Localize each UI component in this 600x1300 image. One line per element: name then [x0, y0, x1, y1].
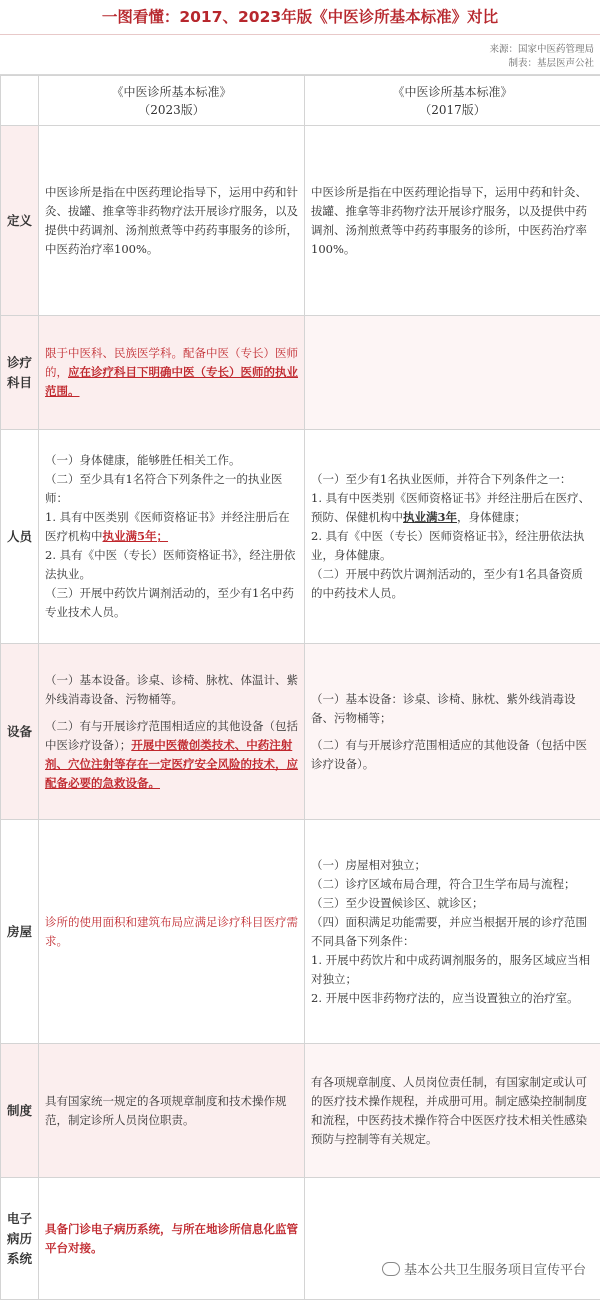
header-corner: [1, 76, 39, 126]
source-line: 来源：国家中医药管理局: [489, 44, 594, 55]
row-system: [1, 1044, 600, 1178]
staff-2017-item: （一）至少有1名执业医师，并符合下列条件之一：: [311, 472, 572, 486]
row-label-housing: 房屋: [1, 820, 39, 1044]
staff-2023-highlight: 执业满5年；: [102, 529, 169, 543]
page-title: 一图看懂：2017、2023年版《中医诊所基本标准》对比: [0, 0, 600, 35]
staff-2023-item: 1. 具有中医类别《医师资格证书》并经注册后在医疗机构中执业满5年；: [45, 510, 290, 543]
footer-watermark: [382, 1259, 586, 1278]
header-2023: [39, 76, 305, 126]
staff-2017-item: （二）开展中药饮片调剂活动的，至少有1名具备资质的中药技术人员。: [311, 567, 583, 600]
housing-2017-item: 2. 开展中医非药物疗法的，应当设置独立的治疗室。: [311, 990, 579, 1005]
footer-text: 基本公共卫生服务项目宣传平台: [403, 1263, 586, 1278]
source-info: [0, 35, 600, 75]
staff-2023-item: （一）身体健康，能够胜任相关工作。: [45, 453, 241, 467]
scope-2017: [305, 316, 600, 430]
row-label-definition: 定义: [1, 126, 39, 316]
row-label-emr: 电子病历系统: [1, 1178, 39, 1300]
housing-2017-item: （四）面积满足功能需要，并应当根据开展的诊疗范围不同具备下列条件：: [311, 914, 587, 948]
equipment-2017-item: （二）有与开展诊疗范围相适应的其他设备（包括中医诊疗设备）。: [311, 737, 587, 771]
table-header-row: [1, 76, 600, 126]
row-label-staff: 人员: [1, 430, 39, 644]
housing-2023: 诊所的使用面积和建筑布局应满足诊疗科目医疗需求。: [39, 820, 305, 1044]
equipment-2023-highlight: 开展中医微创类技术、中药注射剂、穴位注射等存在一定医疗安全风险的技术，应配备必要的急救设备。: [45, 737, 298, 790]
row-staff: [1, 430, 600, 644]
housing-2017-item: （三）至少设置候诊区、就诊区；: [311, 895, 484, 910]
row-scope: [1, 316, 600, 430]
housing-2017-item: （二）诊疗区域布局合理，符合卫生学布局与流程；: [311, 876, 576, 891]
equipment-2017-item: （一）基本设备：诊桌、诊椅、脉枕、紫外线消毒设备、污物桶等；: [311, 691, 576, 725]
header-2017-year: （2017版）: [419, 102, 486, 117]
header-2017-title: 《中医诊所基本标准》: [392, 84, 513, 99]
scope-2023-text: 限于中医科、民族医学科。配备中医（专长）医师的，: [45, 346, 298, 379]
staff-2017-item: 1. 具有中医类别《医师资格证书》并经注册后在医疗、预防、保健机构中执业满3年，身体健康；: [311, 491, 591, 524]
staff-2017-item: 2. 具有《中医（专长）医师资格证书》，经注册依法执业，身体健康。: [311, 529, 585, 562]
definition-2023: 中医诊所是指在中医药理论指导下，运用中药和针灸、拔罐、推拿等非药物疗法开展诊疗服务，以及提供中药调剂、汤剂煎煮等中药药事服务的诊所，中医药治疗率100%。: [39, 126, 305, 316]
equipment-2023-item: （二）有与开展诊疗范围相适应的其他设备（包括中医诊疗设备）；开展中医微创类技术、中药注射剂、穴位注射等存在一定医疗安全风险的技术，应配备必要的急救设备。: [45, 718, 298, 790]
housing-2017-item: 1. 开展中药饮片和中成药调剂服务的，服务区域应当相对独立；: [311, 952, 591, 986]
staff-2023: [39, 430, 305, 644]
wechat-icon: [382, 1262, 400, 1276]
system-2017: 有各项规章制度、人员岗位责任制，有国家制定或认可的医疗技术操作规程，并成册可用。制定感染控制制度和流程，中医药技术操作符合中医医疗技术相关性感染预防与控制等有关规定。: [305, 1044, 600, 1178]
comparison-table: [0, 75, 600, 1300]
staff-2023-item: （三）开展中药饮片调剂活动的，至少有1名中药专业技术人员。: [45, 586, 294, 619]
system-2023: 具有国家统一规定的各项规章制度和技术操作规范，制定诊所人员岗位职责。: [39, 1044, 305, 1178]
scope-2023-highlight: 应在诊疗科目下明确中医（专长）医师的执业范围。: [45, 365, 298, 398]
row-label-equipment: 设备: [1, 644, 39, 820]
staff-2023-item: （二）至少具有1名符合下列条件之一的执业医师：: [45, 472, 283, 505]
row-equipment: [1, 644, 600, 820]
row-housing: [1, 820, 600, 1044]
author-line: 制表：基层医声公社: [508, 58, 594, 69]
equipment-2023: [39, 644, 305, 820]
row-definition: [1, 126, 600, 316]
header-2023-year: （2023版）: [138, 102, 205, 117]
header-2023-title: 《中医诊所基本标准》: [111, 84, 232, 99]
row-emr: [1, 1178, 600, 1300]
definition-2017: 中医诊所是指在中医药理论指导下，运用中药和针灸、拔罐、推拿等非药物疗法开展诊疗服务，以及提供中药调剂、汤剂煎煮等中药药事服务的诊所，中医药治疗率100%。: [305, 126, 600, 316]
equipment-2017: [305, 644, 600, 820]
emr-2017: [305, 1178, 600, 1300]
housing-2017-item: （一）房屋相对独立；: [311, 857, 426, 872]
header-2017: [305, 76, 600, 126]
emr-2023: 具备门诊电子病历系统，与所在地诊所信息化监管平台对接。: [39, 1178, 305, 1300]
staff-2023-item: 2. 具有《中医（专长）医师资格证书》，经注册依法执业。: [45, 548, 296, 581]
scope-2023: [39, 316, 305, 430]
staff-2017: [305, 430, 600, 644]
housing-2017: [305, 820, 600, 1044]
row-label-scope: 诊疗科目: [1, 316, 39, 430]
row-label-system: 制度: [1, 1044, 39, 1178]
equipment-2023-item: （一）基本设备。诊桌、诊椅、脉枕、体温计、紫外线消毒设备、污物桶等。: [45, 672, 298, 706]
staff-2017-highlight: 执业满3年: [403, 510, 458, 524]
